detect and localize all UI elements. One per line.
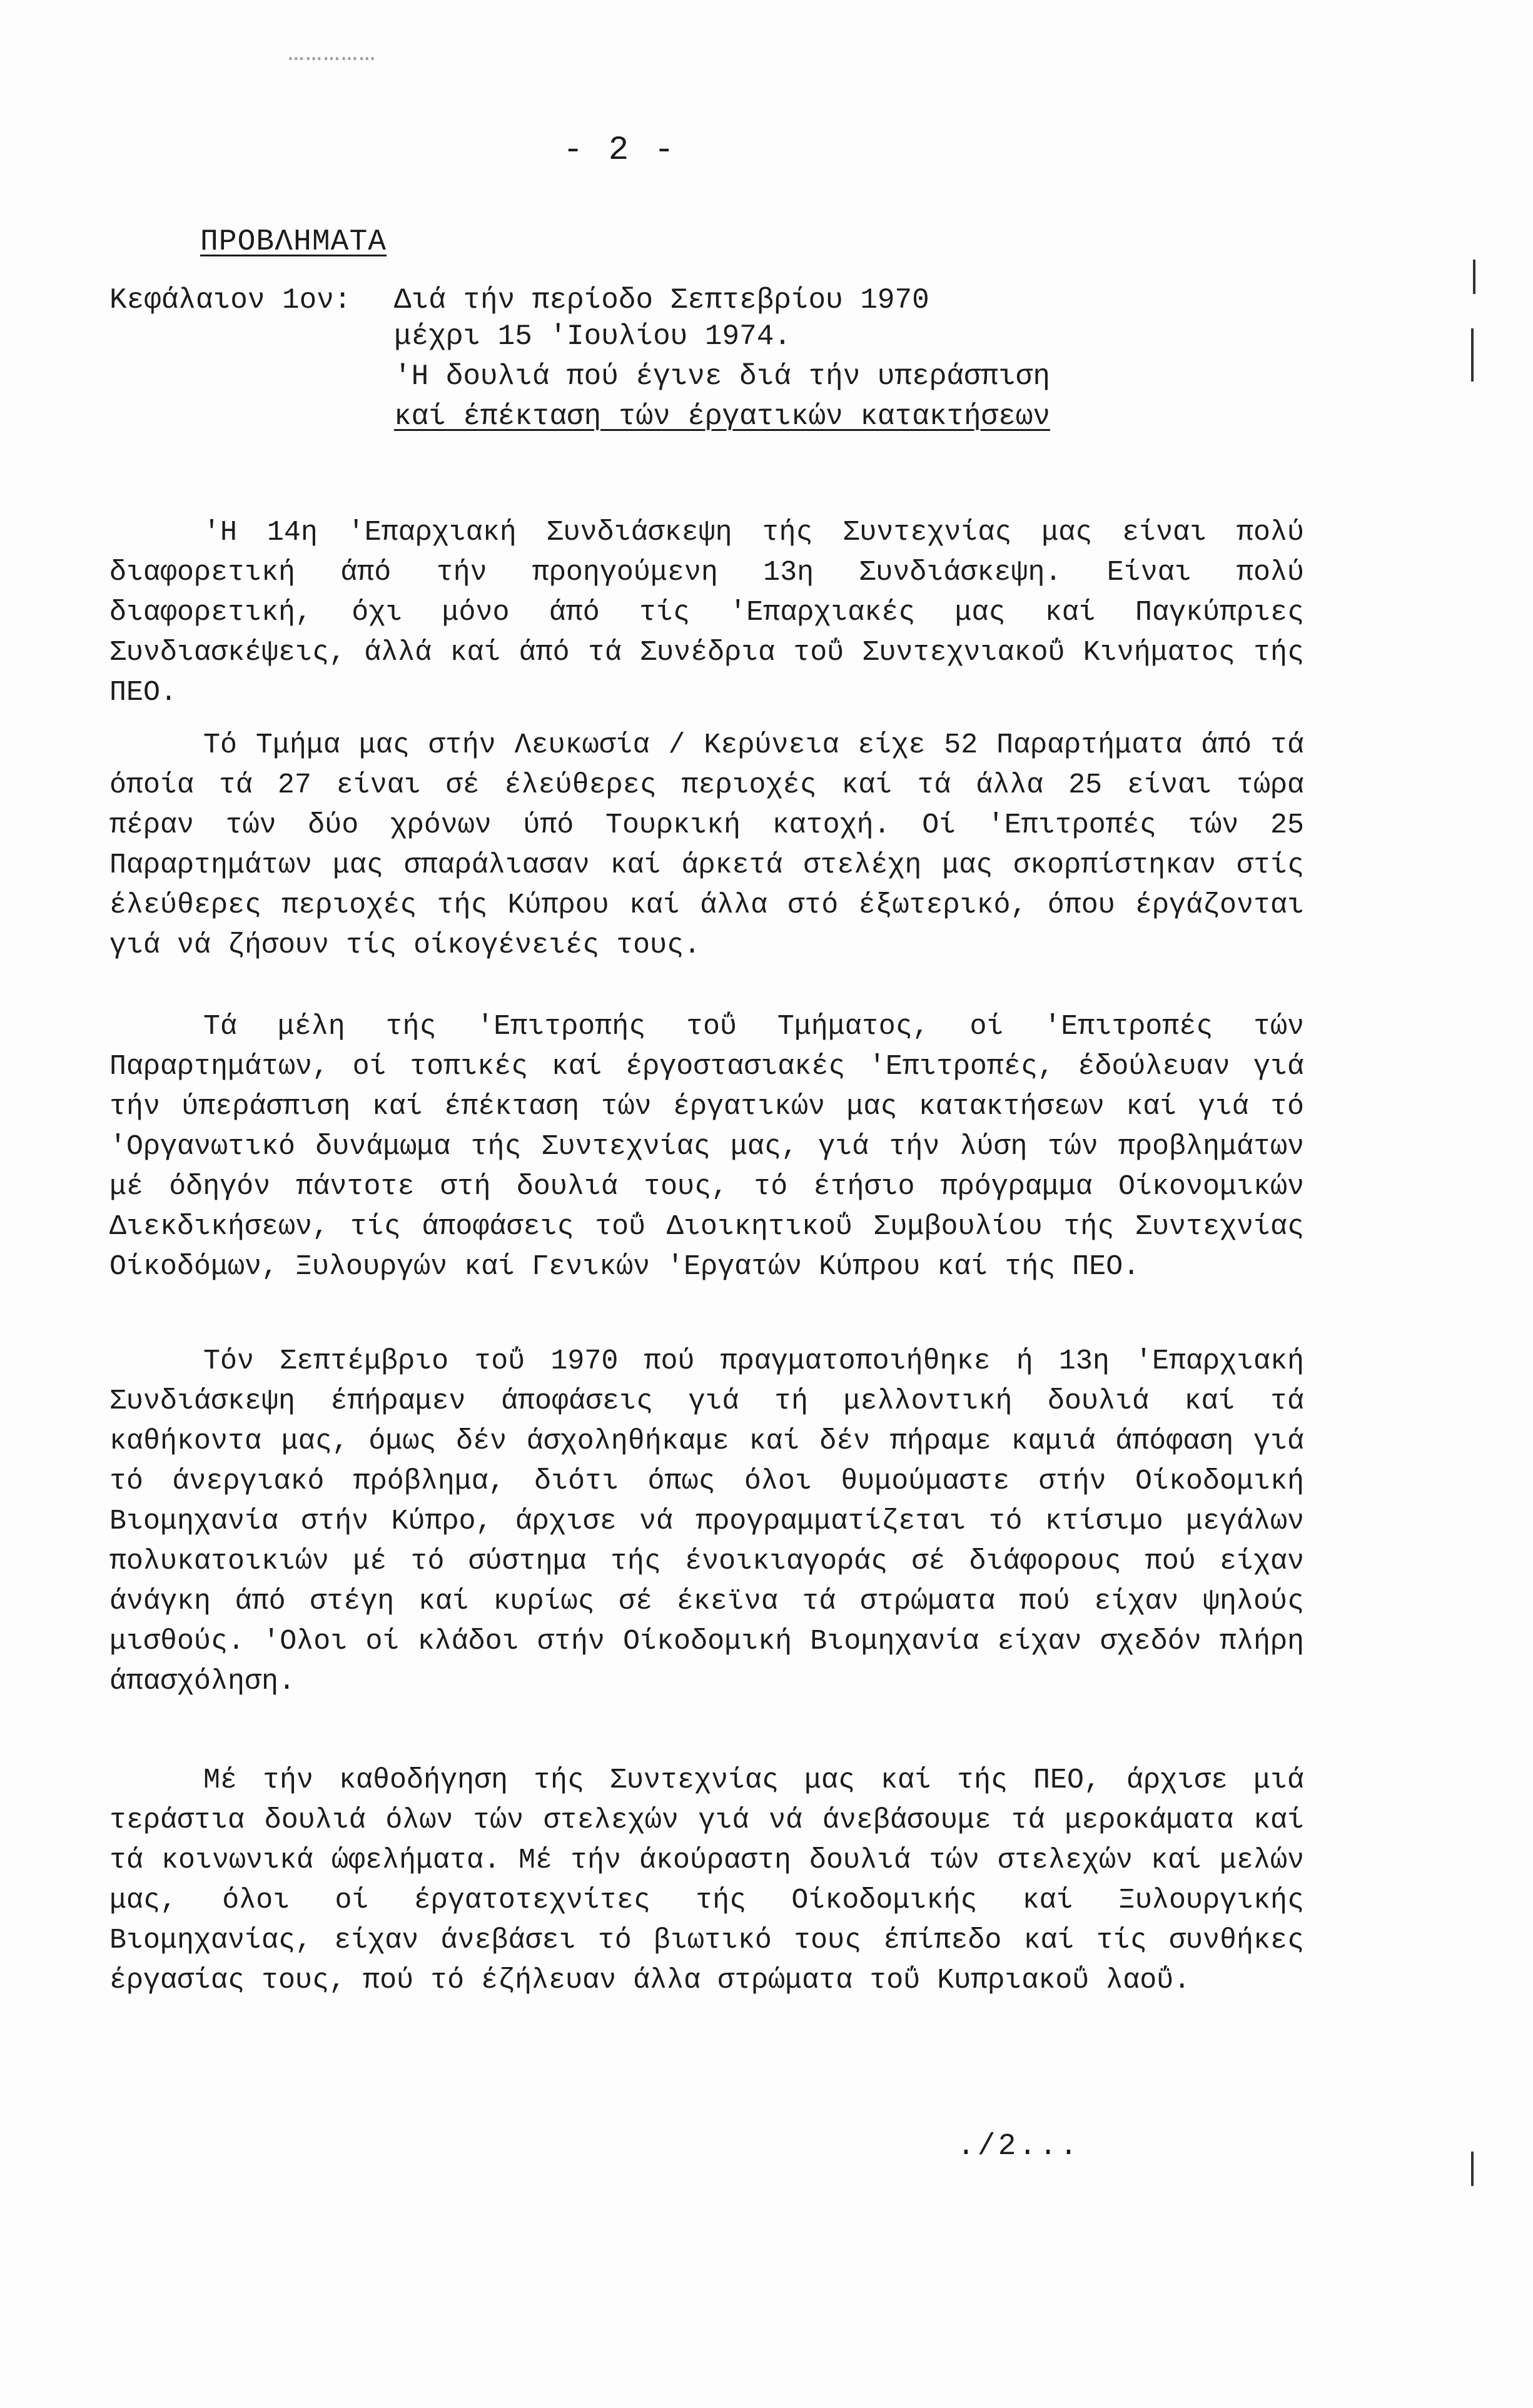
chapter-title-line-4: καί έπέκταση τών έργατικών κατακτήσεων [394,400,1050,433]
chapter-title-line-3: 'Η δουλιά πού έγινε διά τήν υπεράσπιση [394,360,1050,393]
margin-mark [1473,260,1475,294]
chapter-title-line-1: Διά τήν περίοδο Σεπτεβρίου 1970 [394,284,929,316]
paragraph-4: Τόν Σεπτέμβριο τοΰ 1970 πού πραγματοποιήθηκε ή 13η 'Επαρχιακή Συνδιάσκεψη έπήραμεν άποφάσεις γιά τή μελλοντική δουλιά καί τά καθήκοντα μας, όμως δέν άσχοληθήκαμε καί δέν πήραμε καμιά άπόφαση γιά τό άνεργιακό πρόβλημα, διότι όπως όλοι θυμούμαστε στήν Οίκοδομική Βιομηχανία στήν Κύπρο, άρχισε νά προγραμματίζεται τό κτίσιμο μεγάλων πολυκατοικιών μέ τό σύστημα τής ένοικιαγοράς σέ διάφορους πού είχαν άνάγκη άπό στέγη καί κυρίως σέ έκεϊνα τά στρώματα πού είχαν ψηλούς μισθούς. 'Ολοι οί κλάδοι στήν Οίκοδομική Βιομηχανία είχαν σχεδόν πλήρη άπασχόληση. [109,1345,1304,1697]
paragraph-5: Μέ τήν καθοδήγηση τής Συντεχνίας μας καί τής ΠΕΟ, άρχισε μιά τεράστια δουλιά όλων τών στελεχών γιά νά άνεβάσουμε τά μεροκάματα καί τά κοινωνικά ώφελήματα. Μέ τήν άκούραστη δουλιά τών στελεχών καί μελών μας, όλοι οί έργατοτεχνίτες τής Οίκοδομικής καί Ξυλουργικής Βιομηχανίας, είχαν άνεβάσει τό βιωτικό τους έπίπεδο καί τίς συνθήκες έργασίας τους, πού τό έζήλευαν άλλα στρώματα τοΰ Κυπριακοΰ λαοΰ. [109,1764,1304,1996]
chapter-title-row [109,280,929,320]
paragraph-3: Τά μέλη τής 'Επιτροπής τοΰ Τμήματος, οί 'Επιτροπές τών Παραρτημάτων, οί τοπικές καί έργοστασιακές 'Επιτροπές, έδούλευαν γιά τήν ύπεράσπιση καί έπέκταση τών έργατικών μας κατακτήσεων καί γιά τό 'Οργανωτικό δυνάμωμα τής Συντεχνίας μας, γιά τήν λύση τών προβλημάτων μέ όδηγόν πάντοτε στή δουλιά τους, τό έτήσιο πρόγραμμα Οίκονομικών Διεκδικήσεων, τίς άποφάσεις τοΰ Διοικητικοΰ Συμβουλίου τής Συντεχνίας Οίκοδόμων, Ξυλουργών καί Γενικών 'Εργατών Κύπρου καί τής ΠΕΟ. [109,1011,1304,1283]
margin-mark [1471,2152,1474,2186]
paragraph-2: Τό Τμήμα μας στήν Λευκωσία / Κερύνεια είχε 52 Παραρτήματα άπό τά όποία τά 27 είναι σέ έλεύθερες περιοχές καί τά άλλα 25 είναι τώρα πέραν τών δύο χρόνων ύπό Τουρκική κατοχή. Οί 'Επιτροπές τών 25 Παραρτημάτων μας σπαράλιασαν καί άρκετά στελέχη μας σκορπίστηκαν στίς έλεύθερες περιοχές τής Κύπρου καί άλλα στό έξωτερικό, όπου έργάζονται γιά νά ζήσουν τίς οίκογένειές τους. [109,729,1304,961]
margin-mark [1471,328,1474,382]
chapter-title-line-2: μέχρι 15 'Ιουλίου 1974. [394,320,791,353]
section-heading: ΠΡΟΒΛΗΜΑΤΑ [200,225,387,259]
continuation-marker: ./2... [957,2130,1080,2163]
chapter-label: Κεφάλαιον 1ον: [109,284,352,316]
page-number: - 2 - [563,131,677,169]
paragraph-1: 'Η 14η 'Επαρχιακή Συνδιάσκεψη τής Συντεχνίας μας είναι πολύ διαφορετική άπό τήν προηγούμενη 13η Συνδιάσκεψη. Είναι πολύ διαφορετική, όχι μόνο άπό τίς 'Επαρχιακές μας καί Παγκύπριες Συνδιασκέψεις, άλλά καί άπό τά Συνέδρια τοΰ Συντεχνιακοΰ Κινήματος τής ΠΕΟ. [109,517,1304,709]
archive-stamp: …………… [288,38,377,69]
